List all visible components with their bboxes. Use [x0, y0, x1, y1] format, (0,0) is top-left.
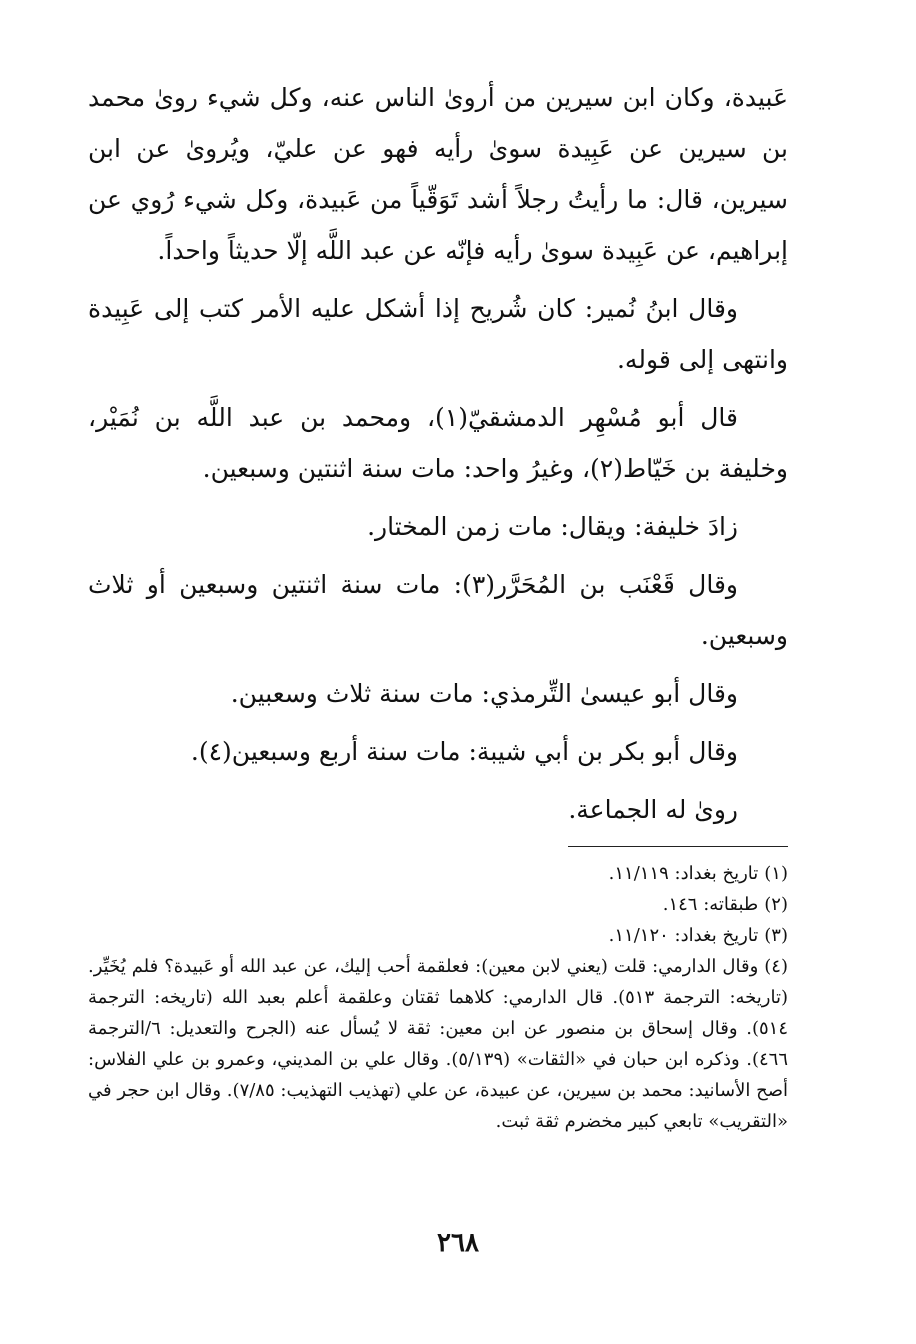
- footnote-separator: [568, 846, 788, 847]
- paragraph: روىٰ له الجماعة.: [568, 795, 738, 824]
- footnote-text: تاريخ بغداد: ١١/١٢٠.: [608, 925, 759, 946]
- main-text: [88, 72, 788, 842]
- footnote-text: طبقاته: ١٤٦.: [662, 894, 759, 915]
- footnote-number: (٤): [764, 956, 788, 977]
- footnote: [88, 858, 788, 889]
- paragraph: وقال أبو بكر بن أبي شيبة: مات سنة أربع وسبعين(٤).: [190, 737, 738, 766]
- page-number: ٢٦٨: [437, 1228, 479, 1258]
- footnote-number: (٣): [764, 925, 788, 946]
- paragraph: زادَ خليفة: ويقال: مات زمن المختار.: [367, 512, 738, 541]
- paragraph: قال أبو مُسْهِر الدمشقيّ(١)، ومحمد بن عبد اللَّه بن نُمَيْر، وخليفة بن خَيّاط(٢)، وغيرُ واحد: مات سنة اثنتين وسبعين.: [88, 403, 788, 483]
- footnote: [88, 951, 788, 1137]
- footnote-number: (١): [764, 863, 788, 884]
- footnote-text: تاريخ بغداد: ١١/١١٩.: [608, 863, 759, 884]
- footnote-number: (٢): [764, 894, 788, 915]
- paragraph: عَبيدة، وكان ابن سيرين من أروىٰ الناس عنه، وكل شيء روىٰ محمد بن سيرين عن عَبِيدة سوىٰ رأيه فهو عن عليّ، ويُروىٰ عن ابن سيرين، قال: ما رأيتُ رجلاً أشد تَوَقّياً من عَبيدة، وكل شيء رُوي عن إبراهيم، عن عَبِيدة سوىٰ رأيه فإنّه عن عبد اللَّه إلّا حديثاً واحداً.: [88, 83, 788, 265]
- footnote-text: وقال الدارمي: قلت (يعني لابن معين): فعلقمة أحب إليك، عن عبد الله أو عَبيدة؟ فلم يُخَيِّر. (تاريخه: الترجمة ٥١٣). قال الدارمي: كلاهما ثقتان وعلقمة أعلم بعبد الله (تاريخه: الترجمة ٥١٤). وقال إسحاق بن منصور عن ابن معين: ثقة لا يُسأل عنه (الجرح والتعديل: ٦/الترجمة ٤٦٦). وذكره ابن حبان في «الثقات» (٥/١٣٩). وقال علي بن المديني، وعمرو بن علي الفلاس: أصح الأسانيد: محمد بن سيرين، عن عبيدة، عن علي (تهذيب التهذيب: ٧/٨٥). وقال ابن حجر في «التقريب» تابعي كبير مخضرم ثقة ثبت.: [88, 956, 788, 1132]
- footnotes: [88, 858, 788, 1137]
- paragraph: وقال قَعْنَب بن المُحَرَّر(٣): مات سنة اثنتين وسبعين أو ثلاث وسبعين.: [88, 570, 788, 650]
- footnote: [88, 889, 788, 920]
- footnote: [88, 920, 788, 951]
- paragraph: وقال ابنُ نُمير: كان شُريح إذا أشكل عليه الأمر كتب إلى عَبِيدة وانتهى إلى قوله.: [88, 294, 788, 374]
- paragraph: وقال أبو عيسىٰ التِّرمذي: مات سنة ثلاث وسعبين.: [230, 679, 738, 708]
